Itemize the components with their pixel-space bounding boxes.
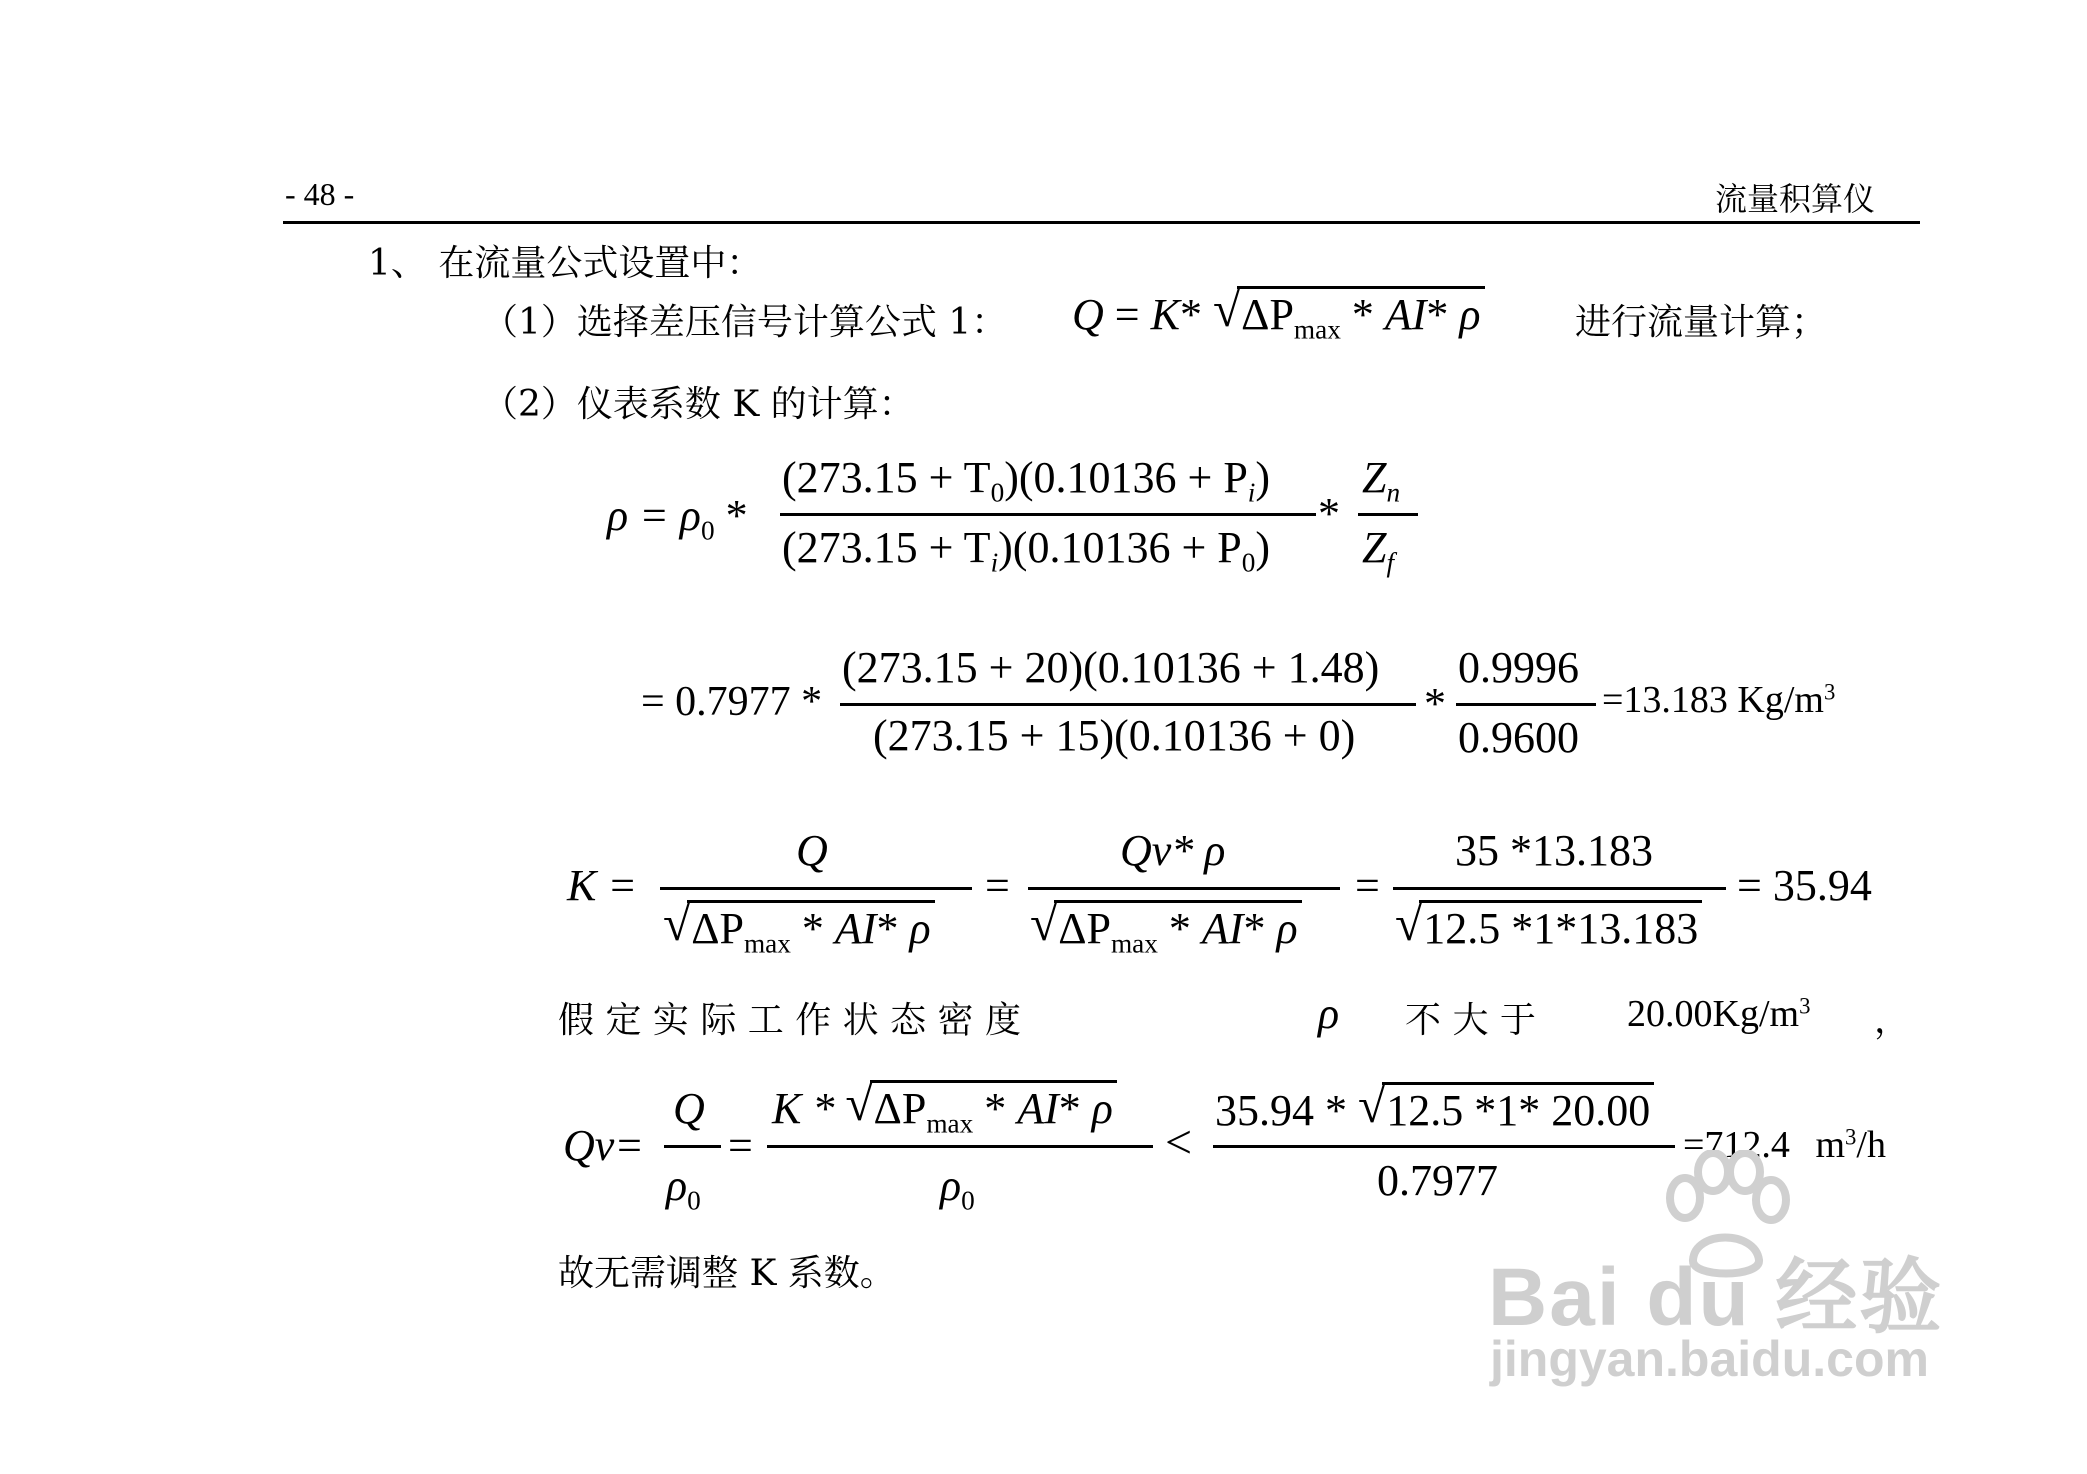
formula-1: Q = K* √ $\Delta P_{max} * AI*$ ρ xyxy=(1072,286,1485,346)
k-num3: 35 *13.183 xyxy=(1455,826,1653,875)
qv-result: =712.4 $m^3/h$ xyxy=(1683,1124,1886,1166)
rho-value-star: * xyxy=(1424,679,1446,728)
qv-num3: 35.94 * √ 12.5 *1* 20.00 xyxy=(1215,1082,1654,1136)
step-2-label: （2）仪表系数 K 的计算： xyxy=(482,384,915,425)
z-fraction-bar xyxy=(1358,513,1418,516)
qv-lhs: Qv= xyxy=(563,1121,644,1170)
k-eq1: = xyxy=(985,861,1010,910)
qv-bar1 xyxy=(664,1145,721,1148)
qv-eq1: = xyxy=(728,1121,753,1170)
k-num1: Q xyxy=(796,826,828,875)
k-num2: Qv* ρ xyxy=(1120,826,1226,875)
header-rule xyxy=(283,221,1920,224)
assumption-value: $20.00Kg/m^3$ xyxy=(1627,993,1811,1035)
qv-num1: Q xyxy=(673,1084,705,1133)
qv-lt: < xyxy=(1165,1116,1193,1169)
qv-bar3 xyxy=(1213,1145,1675,1148)
rho-fraction-bar xyxy=(780,513,1316,516)
rho-star: * xyxy=(1318,489,1340,538)
assumption-end: ， xyxy=(1874,1000,1911,1041)
qv-den3: 0.7977 xyxy=(1377,1156,1498,1205)
conclusion-text: 故无需调整 K 系数。 xyxy=(558,1253,896,1294)
page-number: - 48 - xyxy=(285,176,355,212)
watermark-brand: Bai du 经验 xyxy=(1488,1252,1944,1343)
assumption-rho: ρ xyxy=(1318,989,1340,1038)
qv-den1: $\rho_0$ xyxy=(666,1161,701,1216)
rho-value-bar xyxy=(840,703,1416,706)
rho-value-denominator: (273.15 + 15)(0.10136 + 0) xyxy=(873,711,1356,760)
k-lhs: K = xyxy=(567,861,638,910)
k-bar2 xyxy=(1028,887,1340,890)
rho-value-lhs: = 0.7977 * xyxy=(641,679,823,725)
rho-value-num2: 0.9996 xyxy=(1458,643,1579,692)
rho-value-numerator: (273.15 + 20)(0.10136 + 1.48) xyxy=(842,643,1380,692)
z-ratio-denominator: $Z_f$ xyxy=(1362,523,1395,578)
k-bar3 xyxy=(1393,887,1726,890)
rho-value-den2: 0.9600 xyxy=(1458,713,1579,762)
rho-value-bar2 xyxy=(1456,703,1596,706)
k-eq2: = xyxy=(1355,861,1380,910)
z-ratio-numerator: $Z_n$ xyxy=(1362,453,1401,508)
k-bar1 xyxy=(660,887,972,890)
k-result: = 35.94 xyxy=(1737,861,1872,910)
rho-lhs: $\rho = \rho_0$ * xyxy=(607,491,748,546)
assumption-text: 假 定 实 际 工 作 状 态 密 度 xyxy=(558,1000,1021,1041)
running-title: 流量积算仪 xyxy=(1715,180,1876,218)
k-den1: √ $\Delta P_{max} * AI*$ ρ xyxy=(663,900,935,960)
qv-num2: K * √ $\Delta P_{max} * AI*$ ρ xyxy=(772,1080,1117,1140)
rho-value-result: =13.183 $Kg/m^3$ xyxy=(1602,679,1836,721)
k-den3: √ 12.5 *1*13.183 xyxy=(1395,900,1702,954)
rho-denominator: $(273.15 + T_i)(0.10136 + P_0)$ xyxy=(782,523,1271,578)
k-den2: √ $\Delta P_{max} * AI*$ ρ xyxy=(1030,900,1302,960)
item-1-heading: 1、 在流量公式设置中： xyxy=(368,243,763,284)
qv-den2: $\rho_0$ xyxy=(940,1161,975,1216)
qv-bar2 xyxy=(767,1145,1153,1148)
step-1-label: （1）选择差压信号计算公式 1： xyxy=(482,302,1008,343)
assumption-tail: 不 大 于 xyxy=(1405,1000,1536,1041)
step-1-suffix: 进行流量计算； xyxy=(1575,302,1828,343)
watermark-url: jingyan.baidu.com xyxy=(1490,1331,1929,1387)
rho-numerator: $(273.15 + T_0)(0.10136 + P_i)$ xyxy=(782,453,1271,508)
